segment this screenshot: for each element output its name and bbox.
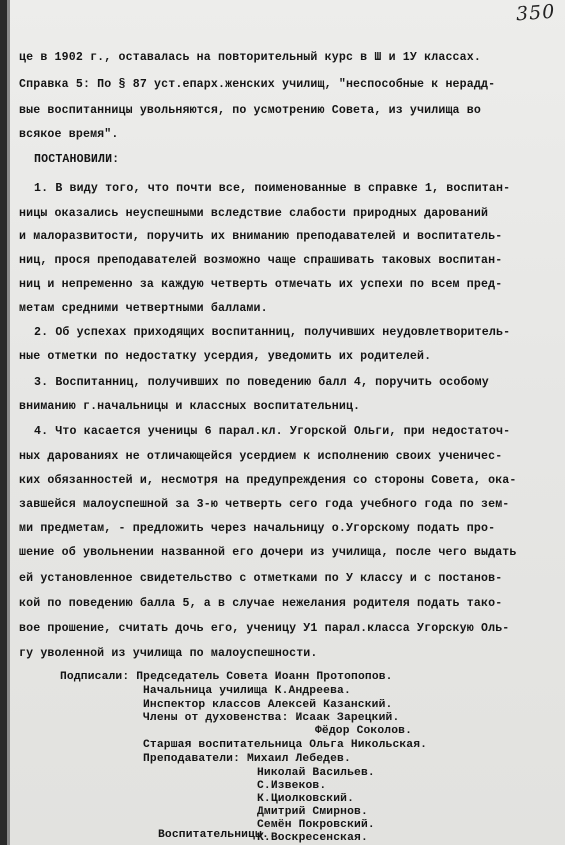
body-line: вое прошение, считать дочь его, ученицу У1 парал.класса Угорскую Оль- xyxy=(19,622,510,635)
section-heading: ПОСТАНОВИЛИ: xyxy=(34,153,120,166)
signature-line: Воспитательницы... xyxy=(158,829,283,841)
signature-line: Николай Васильев. xyxy=(257,767,375,779)
signature-line: Преподаватели: Михаил Лебедев. xyxy=(143,753,351,765)
signature-line: Члены от духовенства: Исаак Зарецкий. xyxy=(143,712,400,724)
signature-line: Дмитрий Смирнов. xyxy=(257,806,368,818)
body-line: ниц, прося преподавателей возможно чаще спрашивать таковых воспитан- xyxy=(19,254,503,267)
signature-line: К.Воскресенская. xyxy=(257,832,368,844)
body-line: кой по поведению балла 5, а в случае нежелания родителя подать тако- xyxy=(19,597,503,610)
body-line: вые воспитанницы увольняются, по усмотрению Совета, из училища во xyxy=(19,104,481,117)
body-line: ные отметки по недостатку усердия, уведомить их родителей. xyxy=(19,350,432,363)
body-line: ми предметам, - предложить через начальницу о.Угорскому подать про- xyxy=(19,522,496,535)
body-line: и малоразвитости, поручить их вниманию преподавателей и воспитатель- xyxy=(19,230,503,243)
body-line: вниманию г.начальницы и классных воспитательниц. xyxy=(19,400,361,413)
body-line: Справка 5: По § 87 уст.епарх.женских училищ, "неспособные к нерадд- xyxy=(19,78,496,91)
signature-line: Инспектор классов Алексей Казанский. xyxy=(143,699,393,711)
signature-line: Старшая воспитательница Ольга Никольская. xyxy=(143,739,428,751)
scan-edge-shadow xyxy=(7,0,10,845)
body-line: всякое время". xyxy=(19,128,119,141)
signature-line: Подписали: Председатель Совета Иоанн Протопопов. xyxy=(60,671,393,683)
signature-line: Начальница училища К.Андреева. xyxy=(143,685,351,697)
body-line: шение об увольнении названной его дочери из училища, после чего выдать xyxy=(19,546,517,559)
scan-edge xyxy=(0,0,7,845)
body-line: ных дарованиях не отличающейся усердием к исполнению своих ученичес- xyxy=(19,450,503,463)
body-line: 2. Об успехах приходящих воспитанниц, получивших неудовлетворитель- xyxy=(34,326,511,339)
body-line: 4. Что касается ученицы 6 парал.кл. Угорской Ольги, при недостаточ- xyxy=(34,425,511,438)
body-line: ниц и непременно за каждую четверть отмечать их успехи по всем пред- xyxy=(19,278,503,291)
signature-line: С.Извеков. xyxy=(257,780,327,792)
body-line: 1. В виду того, что почти все, поименованные в справке 1, воспитан- xyxy=(34,182,511,195)
signature-line: Фёдор Соколов. xyxy=(315,725,413,737)
body-line: 3. Воспитанниц, получивших по поведению балл 4, поручить особому xyxy=(34,376,489,389)
page-number: 350 xyxy=(515,0,556,26)
body-line: метам средними четвертными баллами. xyxy=(19,302,268,315)
body-line: ких обязанностей и, несмотря на предупреждения со стороны Совета, ока- xyxy=(19,474,517,487)
signature-line: Семён Покровский. xyxy=(257,819,375,831)
body-line: ницы оказались неуспешными вследствие слабости природных дарований xyxy=(19,207,489,220)
body-line: ей установленное свидетельство с отметками по У классу и с постанов- xyxy=(19,572,503,585)
body-line: це в 1902 г., оставалась на повторительный курс в Ш и 1У классах. xyxy=(19,51,481,64)
body-line: завшейся малоуспешной за 3-ю четверть сего года учебного года по зем- xyxy=(19,498,510,511)
signature-line: К.Циолковский. xyxy=(257,793,355,805)
body-line: гу уволенной из училища по малоуспешности. xyxy=(19,647,318,660)
